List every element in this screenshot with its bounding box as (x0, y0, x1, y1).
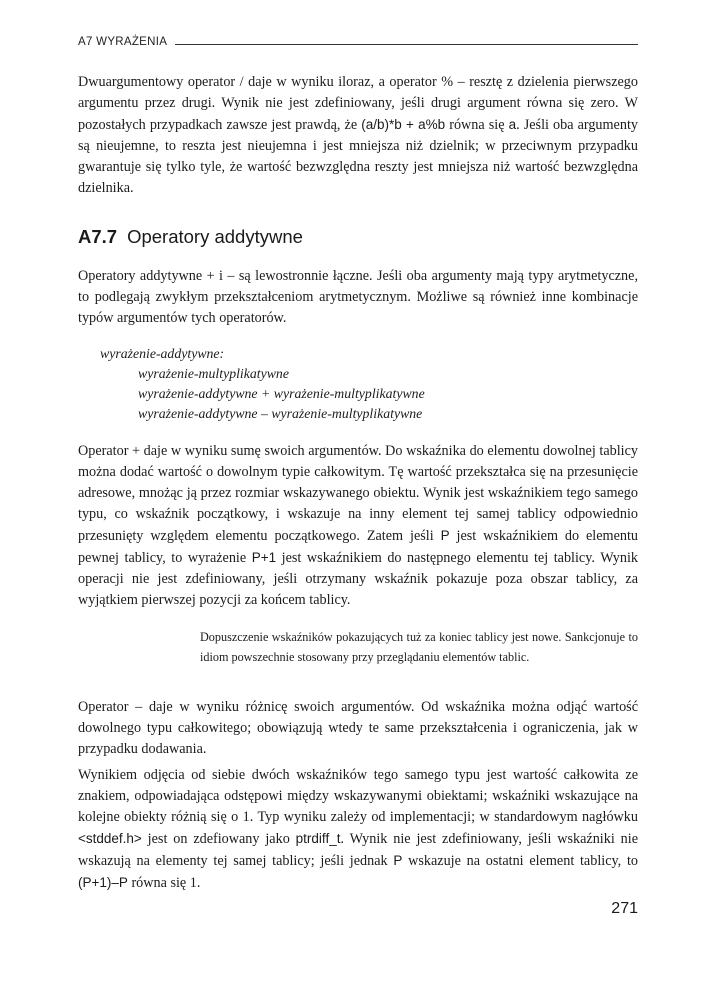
section-title: Operatory addytywne (127, 226, 303, 247)
text: Wynikiem odjęcia od siebie dwóch wskaźników tego samego typu jest wartość całkowita ze znakiem, odpowiadająca odstępowi między wskazywanymi obiektami; wskaźniki wskazujące na kolejne obiekty różnią się o 1. Typ wyniku zależy od implementacji; w standardowym nagłówku (78, 767, 638, 825)
grammar-head: wyrażenie-addytywne: (100, 346, 225, 361)
paragraph-plus-operator (78, 441, 638, 611)
code-expression: ptrdiff_t (295, 831, 341, 846)
header-title: A7 WYRAŻENIA (78, 36, 168, 48)
text: jest on zdefiowany jako (141, 831, 296, 847)
grammar-rule: wyrażenie-multyplikatywne (138, 366, 289, 381)
text: . Jeśli oba argumenty są nieujemne, to reszta jest nieujemna i jest mniejsza niż dzielnik; w przeciwnym przypadku gwarantuje się tylko tyle, że wartość bezwzględna reszty jest mniejsza niż wartość bezwzględna dzielnika. (78, 117, 638, 196)
section-heading (78, 226, 303, 248)
section-number: A7.7 (78, 226, 118, 247)
text: jest wskaźnikiem do elementu pewnej tablicy, to wyrażenie (78, 528, 639, 566)
paragraph-pointer-difference (78, 765, 638, 894)
text: równa się 1. (127, 875, 201, 891)
side-note: Dopuszczenie wskaźników pokazujących tuż za koniec tablicy jest nowe. Sankcjonuje to idiom powszechnie stosowany przy przeglądaniu elementów tablic. (200, 630, 638, 664)
grammar-block (100, 344, 425, 424)
header-rule (175, 44, 638, 45)
code-expression: a (508, 117, 517, 132)
text: . Wynik nie jest zdefiniowany, jeśli wskaźniki nie wskazują na elementy tej samej tablicy; jeśli jednak (78, 831, 638, 869)
grammar-rule: wyrażenie-addytywne + wyrażenie-multyplikatywne (138, 386, 425, 401)
code-expression: (P+1)–P (78, 875, 128, 890)
code-expression: <stddef.h> (78, 831, 142, 846)
text: jest wskaźnikiem do następnego elementu tej tablicy. Wynik operacji nie jest zdefiniowany, jeśli otrzymany wskaźnik pokazuje poza obszar tablicy, za wyjątkiem pierwszej pozycji za końcem tablicy. (78, 550, 638, 608)
code-expression: (a/b)*b + a%b (361, 117, 446, 132)
paragraph-minus-operator: Operator – daje w wyniku różnicę swoich argumentów. Od wskaźnika można odjąć wartość dowolnego typu całkowitego; obowiązują wtedy te same przekształcenia i ograniczenia, jak w przypadku dodawania. (78, 699, 638, 757)
text: Dwuargumentowy operator / daje w wyniku iloraz, a operator % – resztę z dzielenia pierwszego argumentu przez drugi. Wynik nie jest zdefiniowany, jeśli drugi argument równa się zero. W pozostałych przypadkach zawsze jest prawdą, że (78, 74, 638, 133)
text: Operator + daje w wyniku sumę swoich argumentów. Do wskaźnika do elementu dowolnej tablicy można dodać wartość o dowolnym typie całkowitym. Tę wartość przekształca się na przesunięcie adresowe, mnożąc ją przez rozmiar wskazywanego obiektu. Wynik jest wskaźnikiem tego samego typu, co wskaźnik początkowy, i wskazuje na inny element tej samej tablicy odpowiednio przesunięty względem elementu początkowego. Zatem jeśli (78, 443, 638, 544)
grammar-rule: wyrażenie-addytywne – wyrażenie-multyplikatywne (138, 406, 423, 421)
code-expression: P (393, 853, 403, 868)
paragraph-additive-intro: Operatory addytywne + i – są lewostronnie łączne. Jeśli oba argumenty mają typy arytmetyczne, to podlegają zwykłym przekształceniom arytmetycznym. Możliwe są również inne kombinacje typów argumentów tych operatorów. (78, 268, 638, 326)
paragraph-division-operators (78, 72, 638, 199)
running-header (78, 36, 638, 48)
page-number: 271 (611, 900, 638, 917)
text: równa się (445, 117, 509, 133)
code-expression: P+1 (251, 550, 277, 565)
code-expression: P (440, 528, 450, 543)
text: wskazuje na ostatni element tablicy, to (402, 853, 638, 869)
